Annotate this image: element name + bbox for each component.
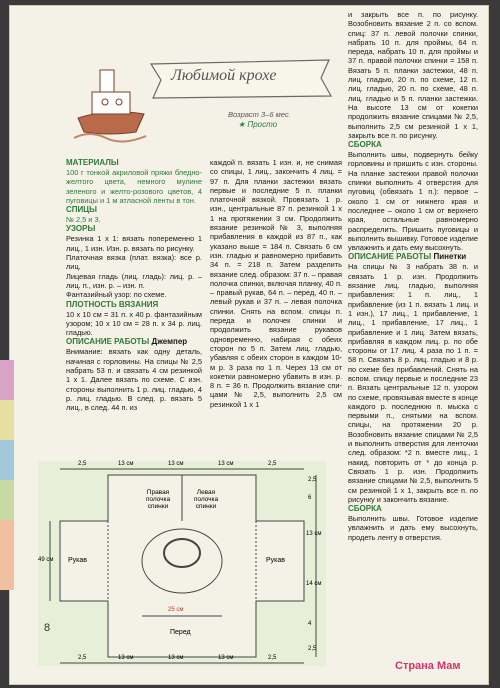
dim-right-5: 4 — [308, 621, 312, 627]
right-text-1: и закрыть все п. по рисунку. Возобновить вязание 2 п. со вспом. спиц: 37 п. левой полочки спинки, набрать 10 п. для проймы, 64 п. переда, набрать 10 п. для проймы и 37 п. правой полочки спинки = 158 п. Вязать 5 п. планки застежки, 48 п. лиц. гладью, 20 п. по схеме, 12 п. лиц. гладью, 20 п. по схеме, 48 п. лиц. гладью и 5 п. планки застежки. На высоте 13 см от кокетки продолжить вязание спицами № 2,5, выполнить 2,5 см резинкой 1 х 1, закрыть все п. по рисунку. — [348, 10, 478, 140]
dim-bottom-3: 13 см — [168, 655, 184, 661]
fancy-pattern: Фантазийный узор: по схеме. — [66, 290, 167, 300]
front-label: Перед — [170, 629, 191, 636]
booties-heading-label: ОПИСАНИЕ РАБОТЫ — [348, 252, 432, 262]
page-title: Любимой крохе — [171, 67, 277, 84]
dim-right-1: 2,5 — [308, 477, 317, 483]
booties-item: Пинетки — [433, 252, 467, 262]
description-item: Джемпер — [151, 337, 188, 347]
garter-pattern: Платочная вязка (плат. вязка): все р. лиц. — [66, 253, 202, 272]
dim-top-3: 13 см — [168, 461, 184, 467]
dim-bottom-1: 2,5 — [78, 655, 87, 661]
middle-column — [210, 158, 342, 409]
stockinette-pattern: Лицевая гладь (лиц. гладь): лиц. р. – лиц. п., изн. р. – изн. п. — [66, 271, 202, 290]
needles-heading: СПИЦЫ — [66, 205, 97, 215]
dim-top-2: 13 см — [118, 461, 134, 467]
right-text-4: Выполнить швы. Готовое изделие увлажнить и дать ему высохнуть, продеть ленту в отверстия. — [348, 514, 478, 542]
dim-right-2: 6 — [308, 495, 312, 501]
title-ribbon — [145, 54, 335, 102]
density-text: 10 х 10 см = 31 п. х 40 р. фантазийным узором; 10 х 10 см = 28 п. х 34 р. лиц. гладью. — [66, 309, 202, 338]
materials-heading: МАТЕРИАЛЫ — [66, 158, 119, 167]
width-label: 25 см — [168, 607, 184, 613]
left-back-label: Левая полочка спинки — [193, 489, 219, 510]
middle-text: каждой п. вязать 1 изн. и, не снимая со спицы, 1 лиц., закончить 4 лиц. = 97 п. Для планки застежки вязать первые и последние 5 п. планки платочной вязкой. Провязать 1 р. изн., центральные 87 п. резинкой 1 х 1 на протяжении 3 см. Продолжить вязание резинкой № 3, выполняя прибавления в каждой из 87 п., как указано выше = 184 п. Связать 6 см изн. гладью и равномерно прибавить 34 п. = 218 п. Затем разделить вязание след. образом: 37 п. – правая полочка спинки, включая планку, 40 п. – правый рукав, 64 п. – перед, 40 п. – левый рукав и 37 п. – левая полочка спинки. Снять на вспом. спицы п. переда и полочек спинки и продолжить вязание рукавов одновременно, набирая с обеих сторон по 5 п. Затем лиц. гладью, убавляя с обеих сторон в каждом 10-м р. 3 раза по 1 п. Через 13 см от кокетки равномерно убавить в изн. р. 8 п. = 36 п. Продолжить вязание спи-цами № 2,5, выполнить 2,5 см резинкой 1 х 1 — [210, 158, 342, 409]
left-column — [66, 158, 202, 413]
dim-bottom-5: 2,5 — [268, 655, 277, 661]
age-label: Возраст 3–6 мес. — [228, 110, 291, 119]
boat-illustration — [70, 58, 150, 148]
difficulty-label: ★ Просто — [238, 120, 278, 129]
assembly2-heading: СБОРКА — [348, 504, 382, 514]
assembly-heading: СБОРКА — [348, 140, 382, 150]
dim-top-5: 2,5 — [268, 461, 277, 467]
dim-top-4: 13 см — [218, 461, 234, 467]
dim-top-1: 2,5 — [78, 461, 87, 467]
color-stripes — [0, 360, 14, 590]
right-text-3: На спицы № 3 набрать 38 п. и связать 1 р. изн. Продолжить вязание лиц. гладью, выполняя прибавления: 1 п. лиц., 1 прибавление (из 1 п. вязать 1 лиц. и 1 изн.), 17 лиц., 1 прибавление, 1 лиц., 1 прибавление, 17 лиц., 1 прибавление и 1 лиц. Затем вязать, прибавляя в каждом лиц. р. по обе стороны от 17 лиц. 4 раза по 1 п. = 58 п. Связать 8 р. лиц. гладью и 8 р. по схеме без прибавлений. Снять на вспом. спицу первые и последние 23 п. Вязать центральные 12 п. узором по схеме, провязывая вместе в конце каждого р. последнюю п. мыска с первыми п., снятыми на вспом. спицы, на протяжении 20 р. Возобновить вязание спицами № 2,5 и выполнить отверстия для ленточки след. образом: *2 п. вместе лиц., 1 накид, повторить от * до конца р. Связать 1 р. изн. Продолжить вязание спицами № 2,5, выполнить 5 см резинкой 1 х 1, закрыть все п. по рисунку и закончить вязание. — [348, 262, 478, 504]
dim-bottom-2: 13 см — [118, 655, 134, 661]
booties-heading — [348, 252, 478, 262]
rib-pattern: Резинка 1 х 1: вязать попеременно 1 лиц., 1 изн. Изн. р. вязать по рисунку. — [66, 234, 202, 253]
description-text: Внимание: вязать как одну деталь, начиная с горловины. На спицы № 2,5 набрать 53 п. и связать 4 см резинкой 1 х 1. Далее вязать по схеме. С изн. стороны выполнить 1 р. лиц. гладью, 4 р. лиц. гладью. В след. р. вязать 5 лиц., в след. 44 п. из — [66, 347, 202, 413]
patterns-heading: УЗОРЫ — [66, 224, 96, 234]
right-text-2: Выполнить швы, подвернуть бейку горловины и пришить с изн. стороны. На планке застежки правой полочки спинки выполнить 4 отверстия для пуговиц (обвязать 1 п.): первое – около 1 см от нижнего края и последнее – около 1 см от верхнего края, остальные равномерно распределить. Пришить пуговицы и выполнить вышивку. Готовое изделие увлажнить и дать ему высохнуть. — [348, 150, 478, 253]
density-heading: ПЛОТНОСТЬ ВЯЗАНИЯ — [66, 299, 159, 309]
pattern-diagram — [38, 461, 326, 666]
needles-text: № 2,5 и 3. — [66, 215, 101, 225]
description-heading — [66, 337, 202, 347]
dim-right-4: 14 см — [306, 581, 322, 587]
materials-text: 100 г тонкой акриловой пряжи бледно-желтого цвета, немного мулине зеленого и желто-розового цветов, 4 пуговицы и 1 м атласной ленты в тон. — [66, 168, 202, 205]
magazine-page — [10, 6, 488, 684]
dim-right-6: 2,5 — [308, 646, 317, 652]
description-heading-label: ОПИСАНИЕ РАБОТЫ — [66, 337, 150, 347]
page-number: 8 — [44, 622, 51, 634]
dim-right-3: 13 см — [306, 531, 322, 537]
site-watermark: Страна Мам — [395, 660, 461, 672]
dim-bottom-4: 13 см — [218, 655, 234, 661]
right-column — [348, 10, 478, 542]
right-back-label: Правая полочка спинки — [145, 489, 171, 510]
sleeve-label-left: Рукав — [68, 557, 87, 564]
dim-left: 49 см — [38, 557, 54, 563]
sleeve-label-right: Рукав — [266, 557, 285, 564]
